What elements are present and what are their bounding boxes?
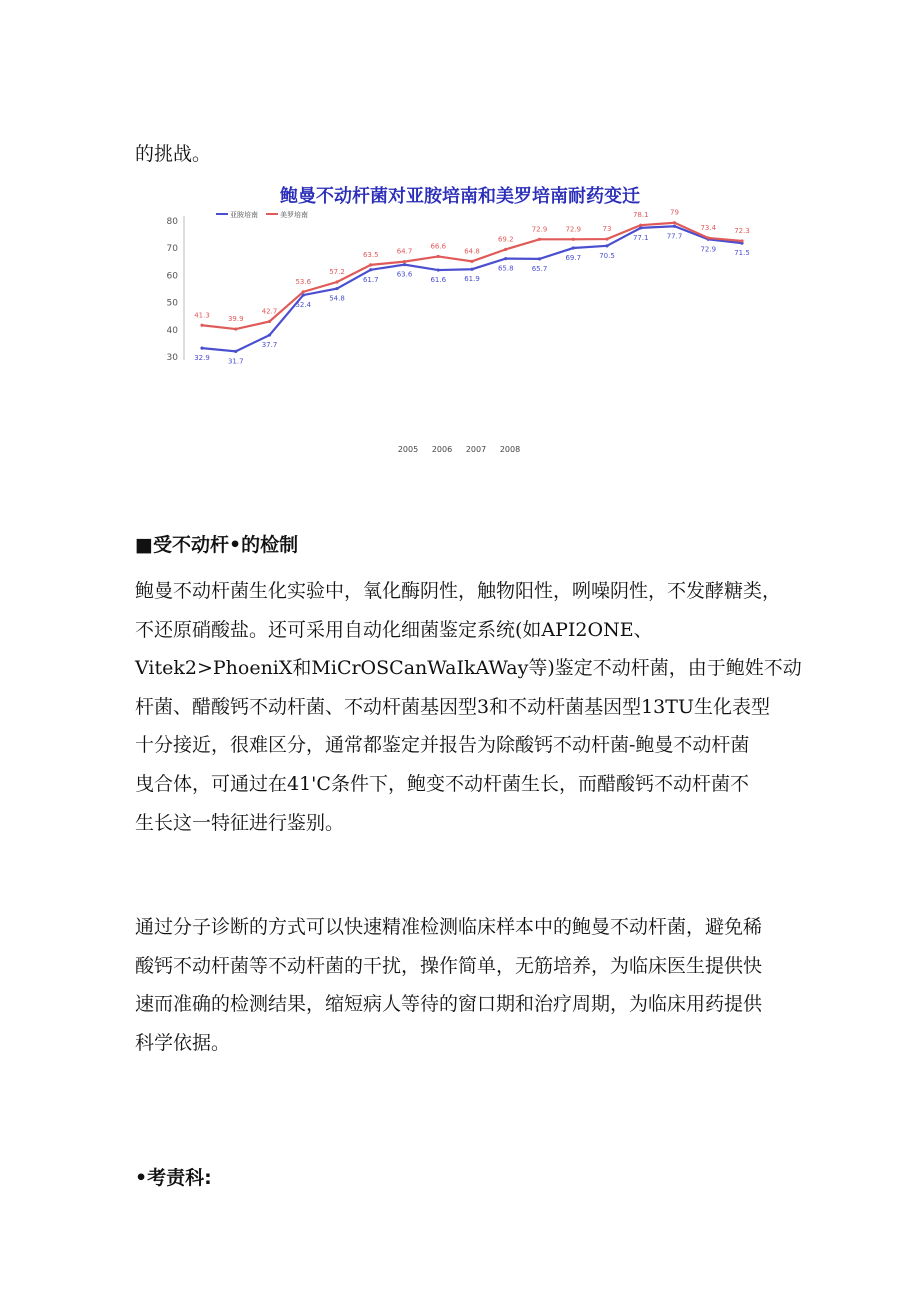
data-point bbox=[369, 268, 372, 271]
paragraph-identification bbox=[135, 572, 802, 842]
data-point bbox=[234, 327, 237, 330]
x-tick-label: 2006 bbox=[431, 445, 453, 454]
data-label: 53.6 bbox=[295, 277, 312, 286]
paragraph-line: 通过分子诊断的方式可以快速精准检测临床样本中的鲍曼不动杆菌，避免稀 bbox=[135, 916, 763, 938]
data-point bbox=[369, 263, 372, 266]
data-label: 61.7 bbox=[362, 275, 379, 284]
y-tick-label: 60 bbox=[166, 271, 178, 282]
data-point bbox=[639, 224, 642, 227]
data-point bbox=[200, 324, 203, 327]
data-point bbox=[605, 237, 608, 240]
data-label: 39.9 bbox=[227, 315, 244, 324]
data-point bbox=[707, 236, 710, 239]
data-point bbox=[234, 350, 237, 353]
data-label: 31.7 bbox=[227, 357, 244, 366]
data-label: 64.7 bbox=[396, 247, 413, 256]
y-tick-label: 80 bbox=[166, 217, 178, 227]
paragraph-line: 酸钙不动杆菌等不动杆菌的干扰，操作简单，无筋培养，为临床医生提供快 bbox=[135, 954, 763, 977]
x-tick-label: 2008 bbox=[499, 445, 521, 454]
data-point bbox=[268, 320, 271, 323]
data-point bbox=[572, 238, 575, 241]
data-label: 72.9 bbox=[565, 225, 582, 234]
x-tick-label: 2007 bbox=[465, 445, 487, 454]
chart-canvas bbox=[130, 178, 790, 468]
data-label: 72.9 bbox=[531, 225, 548, 234]
data-label: 77.1 bbox=[632, 233, 649, 242]
data-label: 57.2 bbox=[329, 268, 345, 277]
data-label: 65.7 bbox=[531, 264, 548, 273]
data-label: 63.6 bbox=[396, 270, 413, 279]
data-label: 42.7 bbox=[261, 307, 278, 316]
data-label: 71.5 bbox=[734, 249, 750, 258]
data-point bbox=[302, 290, 305, 293]
paragraph-line: 十分接近，很难区分，通常都鉴定并报告为除酸钙不动杆菌-鲍曼不动杆菌 bbox=[135, 734, 750, 757]
imipenem-line bbox=[202, 223, 742, 351]
legend-label: 亚胺培南 bbox=[230, 211, 258, 219]
data-label: 69.2 bbox=[497, 235, 514, 244]
paragraph-line: 科学依据。 bbox=[135, 1031, 231, 1054]
paragraph-line: 杆菌、醋酸钙不动杆菌、不动杆菌基因型3和不动杆菌基因型13TU生化表型 bbox=[135, 695, 770, 718]
paragraph-line: 生长这一特征进行鉴别。 bbox=[135, 811, 345, 834]
x-tick-label: 2005 bbox=[397, 445, 419, 454]
data-label: 41.3 bbox=[194, 311, 210, 320]
data-point bbox=[335, 280, 338, 283]
paragraph-line: 曳合体，可通过在41'C条件下，鲍变不动杆菌生长，而醋酸钙不动杆菌不 bbox=[135, 772, 749, 795]
data-label: 72.3 bbox=[734, 226, 750, 235]
data-point bbox=[605, 244, 608, 247]
data-label: 66.6 bbox=[430, 242, 447, 251]
data-label: 37.7 bbox=[261, 341, 278, 350]
data-point bbox=[403, 263, 406, 266]
data-label: 61.6 bbox=[430, 276, 447, 285]
data-point bbox=[673, 225, 676, 228]
data-point bbox=[740, 239, 743, 242]
intro-text: 的挑战。 bbox=[135, 143, 212, 165]
data-point bbox=[504, 248, 507, 251]
data-label: 79 bbox=[670, 208, 679, 217]
data-label: 32.9 bbox=[194, 354, 210, 363]
data-point bbox=[538, 257, 541, 260]
data-label: 78.1 bbox=[632, 211, 649, 220]
section-heading: ■受不动杆•的检制 bbox=[135, 534, 299, 556]
paragraph-line: Vitek2>PhoeniX和MiCrOSCanWaIkAWay等)鉴定不动杆菌，由于鲍姓不动 bbox=[135, 657, 802, 680]
data-point bbox=[437, 255, 440, 258]
data-point bbox=[673, 221, 676, 224]
data-point bbox=[538, 238, 541, 241]
data-point bbox=[470, 268, 473, 271]
legend-label: 美罗培南 bbox=[280, 211, 308, 219]
data-label: 77.7 bbox=[666, 232, 683, 241]
data-label: 52.4 bbox=[295, 301, 312, 310]
paragraph-line: 速而准确的检测结果，缩短病人等待的窗口期和治疗周期，为临床用药提供 bbox=[135, 993, 763, 1016]
paragraph-molecular-diagnosis bbox=[135, 908, 795, 1062]
references-heading: •考责科: bbox=[135, 1167, 212, 1189]
y-tick-label: 40 bbox=[166, 325, 178, 336]
paragraph-line: 鲍曼不动杆菌生化实验中，氧化酶阴性，触物阳性，咧噪阴性，不发酵糖类， bbox=[135, 580, 782, 602]
chart-title: 鲍曼不动杆菌对亚胺培南和美罗培南耐药变迁 bbox=[280, 186, 640, 207]
y-tick-label: 50 bbox=[166, 298, 178, 309]
data-point bbox=[335, 287, 338, 290]
data-point bbox=[200, 347, 203, 350]
resistance-trend-chart bbox=[130, 178, 790, 468]
y-tick-label: 30 bbox=[166, 353, 178, 363]
data-label: 63.5 bbox=[362, 250, 379, 259]
data-label: 73 bbox=[602, 225, 612, 234]
data-point bbox=[403, 260, 406, 263]
data-label: 64.8 bbox=[464, 247, 480, 256]
data-label: 73.4 bbox=[700, 223, 717, 232]
data-point bbox=[572, 246, 575, 249]
y-tick-label: 70 bbox=[166, 244, 178, 255]
data-label: 69.7 bbox=[565, 254, 582, 263]
data-point bbox=[437, 268, 440, 271]
paragraph-line: 不还原硝酸盐。还可采用自动化细菌鉴定系统(如API2ONE、 bbox=[135, 618, 653, 641]
data-label: 70.5 bbox=[599, 251, 615, 260]
data-point bbox=[470, 260, 473, 263]
data-label: 61.9 bbox=[464, 275, 480, 284]
data-label: 65.8 bbox=[497, 264, 514, 273]
data-label: 54.8 bbox=[329, 294, 345, 303]
data-point bbox=[504, 257, 507, 260]
data-point bbox=[268, 333, 271, 336]
data-label: 72.9 bbox=[700, 245, 717, 254]
